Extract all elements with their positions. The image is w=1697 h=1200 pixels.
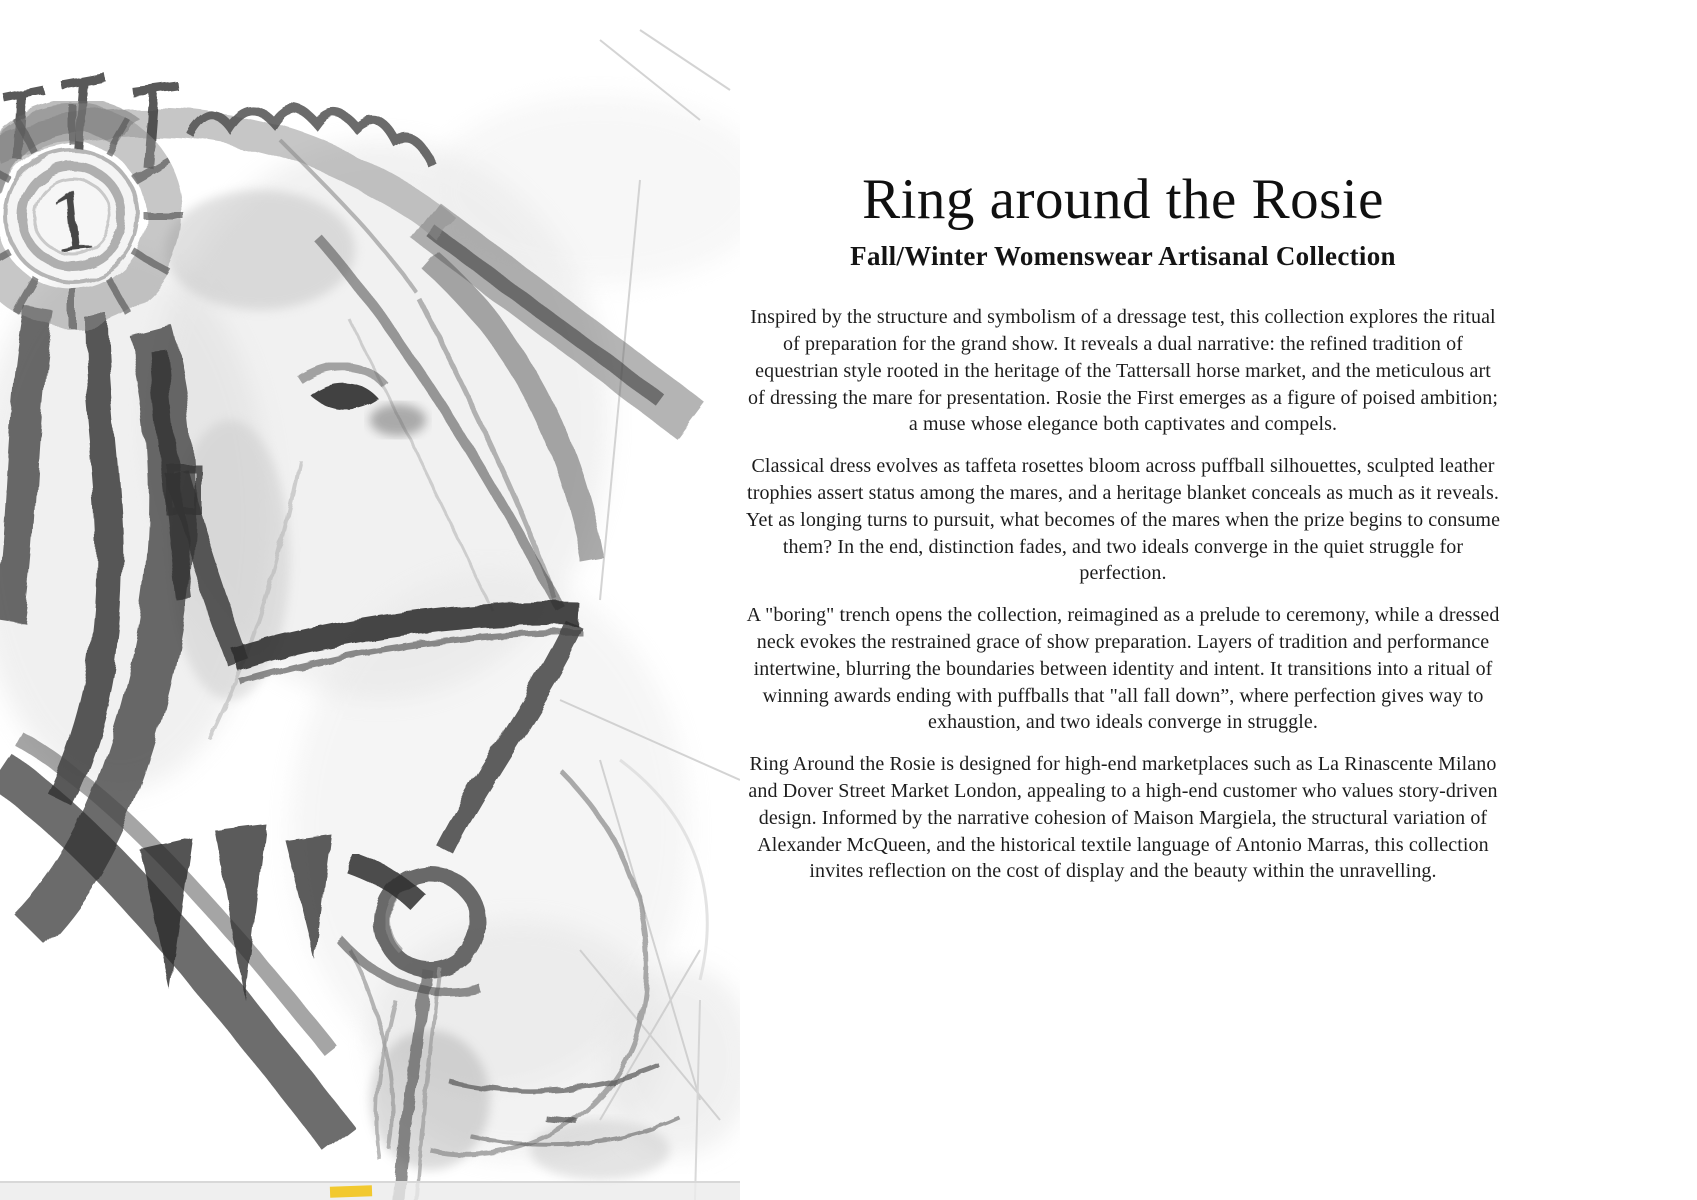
paragraph-collection-structure: A "boring" trench opens the collection, reimagined as a prelude to ceremony, while a dressed neck evokes the restrained grace of show preparation. Layers of tradition and performance intertwine, blurring the boundaries between identity and intent. It transitions into a ritual of winning awards ending with puffballs that "all fall down”, where perfection gives way to exhaustion, and two ideals converge in struggle. bbox=[746, 604, 1500, 734]
paragraph-classical-dress: Classical dress evolves as taffeta rosettes bloom across puffball silhouettes, sculpted leather trophies assert status among the mares, and a heritage blanket conceals as much as it reveals. Yet as longing turns to pursuit, what becomes of the mares when the prize begins to consume them? In the end, distinction fades, and two ideals converge in the quiet struggle for perfection. bbox=[745, 455, 1501, 585]
page-bottom-strip bbox=[0, 1181, 740, 1200]
page-subtitle: Fall/Winter Womenswear Artisanal Collection bbox=[850, 240, 1396, 271]
text-pane bbox=[745, 170, 1501, 900]
artwork-pane bbox=[0, 0, 740, 1200]
paragraph-inspiration: Inspired by the structure and symbolism of a dressage test, this collection explores the ritual of preparation for the grand show. It reveals a dual narrative: the refined tradition of equestrian style rooted in the heritage of the Tattersall horse market, and the meticulous art of dressing the mare for presentation. Rosie the First emerges as a figure of poised ambition; a muse whose elegance both captivates and compels. bbox=[748, 306, 1498, 436]
rosette-number: 1 bbox=[45, 170, 100, 273]
yellow-highlight-mark bbox=[330, 1185, 372, 1197]
paragraph-market-positioning: Ring Around the Rosie is designed for high-end marketplaces such as La Rinascente Milano and Dover Street Market London, appealing to a high-end customer who values story-driven design. Informed by the narrative cohesion of Maison Margiela, the structural variation of Alexander McQueen, and the historical textile language of Antonio Marras, this collection invites reflection on the cost of display and the beauty within the unravelling. bbox=[748, 753, 1498, 883]
page-title: Ring around the Rosie bbox=[862, 168, 1384, 231]
horse-sketch-image bbox=[0, 0, 740, 1200]
